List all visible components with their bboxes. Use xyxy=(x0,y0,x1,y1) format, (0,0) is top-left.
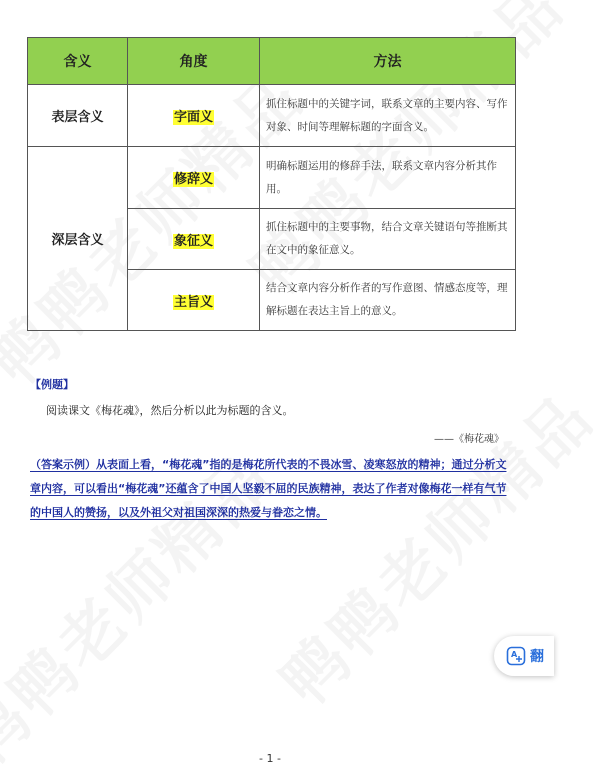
method-table xyxy=(27,37,516,331)
header-method: 方法 xyxy=(260,38,516,85)
watermark xyxy=(257,369,611,723)
example-title: 【例题】 xyxy=(30,378,74,391)
angle-label: 字面义 xyxy=(173,110,213,125)
category-surface: 表层含义 xyxy=(28,85,128,147)
angle-cell xyxy=(128,270,260,331)
method-cell: 明确标题运用的修辞手法，联系文章内容分析其作用。 xyxy=(260,147,516,209)
header-angle: 角度 xyxy=(128,38,260,85)
translate-button[interactable] xyxy=(494,636,554,676)
header-meaning: 含义 xyxy=(28,38,128,85)
method-cell: 抓住标题中的关键字词，联系文章的主要内容、写作对象、时间等理解标题的字面含义。 xyxy=(260,85,516,147)
example-prompt: 阅读课文《梅花魂》，然后分析以此为标题的含义。 xyxy=(46,404,294,417)
method-cell: 结合文章内容分析作者的写作意图、情感态度等，理解标题在表达主旨上的意义。 xyxy=(260,270,516,331)
table-row xyxy=(28,147,516,209)
angle-label: 象征义 xyxy=(173,233,213,249)
category-deep: 深层含义 xyxy=(28,147,128,331)
translate-label: 翻 xyxy=(530,649,544,665)
angle-label: 主旨义 xyxy=(173,294,213,310)
angle-cell xyxy=(128,85,260,147)
angle-label: 修辞义 xyxy=(173,172,213,187)
angle-cell xyxy=(128,147,260,209)
table-header-row xyxy=(28,38,516,85)
angle-cell xyxy=(128,209,260,270)
translate-icon xyxy=(506,646,526,666)
example-answer: （答案示例）从表面上看，“梅花魂”指的是梅花所代表的不畏冰雪、凌寒怒放的精神；通过分析文章内容，可以看出“梅花魂”还蕴含了中国人坚毅不屈的民族精神，表达了作者对像梅花一样有气节的中国人的赞扬，以及外祖父对祖国深深的热爱与眷恋之情。 xyxy=(30,458,507,519)
table-row xyxy=(28,85,516,147)
method-cell: 抓住标题中的主要事物，结合文章关键语句等推断其在文中的象征意义。 xyxy=(260,209,516,270)
page-number: - 1 - xyxy=(259,752,281,765)
svg-text:A: A xyxy=(511,650,518,659)
example-source: ——《梅花魂》 xyxy=(434,434,504,445)
